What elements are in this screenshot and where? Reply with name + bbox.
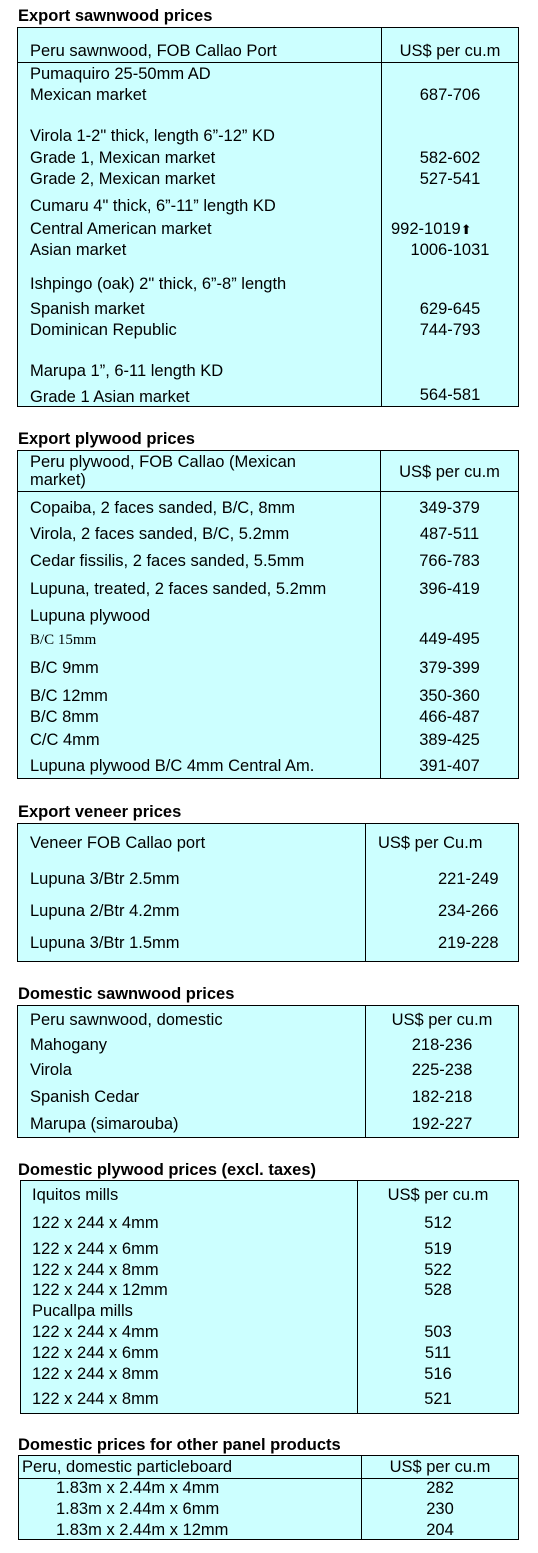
table-row-label: 122 x 244 x 4mm [32, 1323, 159, 1341]
table-row-value: 744-793 [419, 321, 481, 339]
table-row-label: Dominican Republic [30, 321, 177, 339]
header-label-line-2: market) [30, 471, 86, 489]
table-row-value: 516 [424, 1365, 452, 1383]
table-row-label: Lupuna 3/Btr 1.5mm [30, 934, 180, 952]
header-unit: US$ per cu.m [387, 1186, 489, 1204]
table-row-label: 122 x 244 x 6mm [32, 1240, 159, 1258]
header-label: Peru sawnwood, FOB Callao Port [30, 42, 277, 60]
table-row-label: Marupa 1”, 6-11 length KD [30, 362, 224, 380]
table-row-value: 522 [424, 1261, 452, 1279]
table-row-label: Virola 1-2" thick, length 6”-12” KD [30, 127, 275, 145]
table-row-label: 1.83m x 2.44m x 6mm [56, 1500, 220, 1518]
table-row-label: B/C 12mm [30, 687, 108, 705]
table-row-value: 350-360 [419, 687, 480, 705]
table-row-value: 521 [424, 1390, 452, 1408]
table-row-label: Asian market [30, 241, 127, 259]
section-title-domestic-plywood: Domestic plywood prices (excl. taxes) [18, 1161, 317, 1179]
table-row-value: 225-238 [411, 1061, 473, 1079]
table-row-value: 564-581 [419, 386, 481, 404]
table-row-label: 122 x 244 x 6mm [32, 1344, 159, 1362]
section-title-export-plywood: Export plywood prices [18, 430, 195, 448]
table-row-value: 528 [424, 1281, 452, 1299]
table-row-value: 192-227 [411, 1115, 473, 1133]
up-arrow-icon: ⬆ [460, 222, 472, 237]
table-row-label: Grade 2, Mexican market [30, 170, 216, 188]
table-row-value: 182-218 [411, 1088, 473, 1106]
table-row-label: 122 x 244 x 8mm [32, 1261, 159, 1279]
table-row-value: 396-419 [419, 580, 480, 598]
table-row-value: 1006-1031 [410, 241, 490, 259]
header-unit: US$ per Cu.m [378, 834, 483, 852]
table-row-value: 511 [424, 1344, 452, 1362]
table-row-label: B/C 8mm [30, 708, 99, 726]
table-row-label: Cumaru 4" thick, 6”-11” length KD [30, 197, 276, 215]
table-row-value: 512 [424, 1214, 452, 1232]
table-row-value: 487-511 [419, 525, 480, 543]
table-row-value: 221-249 [438, 870, 499, 888]
table-row-label: Lupuna 3/Btr 2.5mm [30, 870, 180, 888]
table-row-value: 389-425 [419, 731, 480, 749]
header-label: Peru, domestic particleboard [22, 1458, 233, 1476]
table-row-label: B/C 9mm [30, 659, 99, 677]
table-row-label: Copaiba, 2 faces sanded, B/C, 8mm [30, 499, 296, 517]
table-row-value: 449-495 [419, 630, 480, 648]
table-row-value: 379-399 [419, 659, 480, 677]
table-row-label: 1.83m x 2.44m x 4mm [56, 1479, 220, 1497]
table-row-label: Lupuna plywood B/C 4mm Central Am. [30, 757, 315, 775]
table-row-label: Spanish Cedar [30, 1088, 140, 1106]
header-divider [18, 62, 518, 63]
column-divider [365, 824, 366, 961]
table-row-value: 629-645 [419, 300, 481, 318]
table-row-label: 122 x 244 x 8mm [32, 1390, 159, 1408]
table-row-value: 503 [424, 1323, 452, 1341]
table-row-label: 1.83m x 2.44m x 12mm [56, 1521, 229, 1539]
table-row-label: Lupuna 2/Btr 4.2mm [30, 902, 180, 920]
table-other-panels [18, 1455, 519, 1540]
table-row-value: 204 [426, 1521, 454, 1539]
table-row-label: Marupa (simarouba) [30, 1115, 179, 1133]
table-row-label: Mahogany [30, 1036, 108, 1054]
table-row-label: 122 x 244 x 8mm [32, 1365, 159, 1383]
table-row-value: 391-407 [419, 757, 480, 775]
table-row-value: 219-228 [438, 934, 499, 952]
table-row-value: 349-379 [419, 499, 480, 517]
table-row-value: 527-541 [419, 170, 481, 188]
table-row-label: Virola, 2 faces sanded, B/C, 5.2mm [30, 525, 290, 543]
table-row-label: Mexican market [30, 86, 147, 104]
table-row-label: Pucallpa mills [32, 1302, 133, 1320]
table-row-value: 218-236 [411, 1036, 473, 1054]
header-divider [18, 491, 518, 492]
table-row-label: B/C 15mm [30, 632, 97, 648]
section-title-export-veneer: Export veneer prices [18, 803, 182, 821]
table-row-label: Lupuna, treated, 2 faces sanded, 5.2mm [30, 580, 327, 598]
table-row-value: 230 [426, 1500, 454, 1518]
value-text: 992-1019 [391, 220, 461, 238]
section-title-export-sawnwood: Export sawnwood prices [18, 7, 213, 25]
header-unit: US$ per cu.m [389, 1458, 491, 1476]
table-row-value: 766-783 [419, 552, 480, 570]
table-row-value: 466-487 [419, 708, 480, 726]
header-label: Veneer FOB Callao port [30, 834, 206, 852]
table-row-label: Virola [30, 1061, 72, 1079]
header-unit: US$ per cu.m [391, 1011, 493, 1029]
header-label: Peru sawnwood, domestic [30, 1011, 223, 1029]
table-row-label: Grade 1, Mexican market [30, 149, 216, 167]
table-row-label: Ishpingo (oak) 2" thick, 6”-8” length [30, 275, 287, 293]
table-row-label: Central American market [30, 220, 212, 238]
table-row-value: 282 [426, 1479, 454, 1497]
table-row-label: 122 x 244 x 4mm [32, 1214, 159, 1232]
table-row-label: Pumaquiro 25-50mm AD [30, 65, 211, 83]
table-row-label: Spanish market [30, 300, 145, 318]
header-unit: US$ per cu.m [399, 42, 501, 60]
table-domestic-sawnwood [17, 1005, 519, 1138]
section-title-domestic-sawnwood: Domestic sawnwood prices [18, 985, 235, 1003]
table-row-label: 122 x 244 x 12mm [32, 1281, 168, 1299]
table-export-veneer [17, 823, 519, 962]
table-row-value: 687-706 [419, 86, 481, 104]
table-row-value: 234-266 [438, 902, 499, 920]
table-row-label: C/C 4mm [30, 731, 100, 749]
table-export-sawnwood [17, 27, 519, 407]
table-domestic-plywood [20, 1180, 519, 1414]
table-export-plywood [17, 450, 519, 779]
header-label-line-1: Peru plywood, FOB Callao (Mexican [30, 453, 296, 471]
header-unit: US$ per cu.m [399, 463, 500, 481]
table-row-label: Lupuna plywood [30, 607, 151, 625]
table-row-label: Grade 1 Asian market [30, 388, 190, 406]
table-row-value: 519 [424, 1240, 452, 1258]
table-row-label: Cedar fissilis, 2 faces sanded, 5.5mm [30, 552, 305, 570]
section-title-other-panels: Domestic prices for other panel products [18, 1436, 341, 1454]
table-row-value: 582-602 [419, 149, 481, 167]
table-row-value [391, 219, 529, 240]
header-label: Iquitos mills [32, 1186, 119, 1204]
